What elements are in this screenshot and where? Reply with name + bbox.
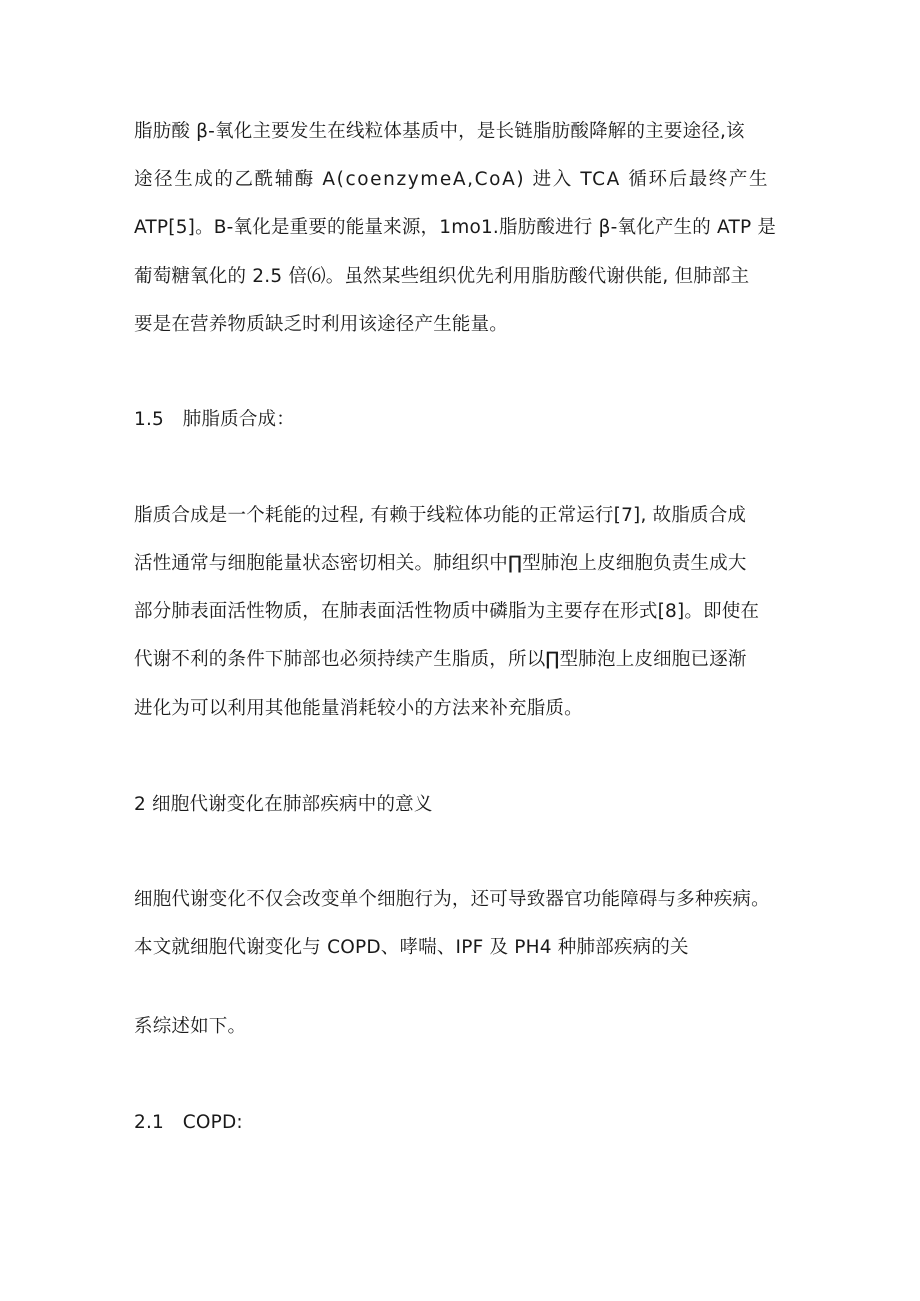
- section-heading-1-5: 1.5 肺脂质合成：: [134, 409, 295, 430]
- paragraph-1-line-3: ATP[5]。B-氧化是重要的能量来源，1mo1.脂肪酸进行 β-氧化产生的 ATP 是: [134, 217, 777, 238]
- paragraph-1-line-2: 途径生成的乙酰辅酶 A(coenzymeA,CoA) 进入 TCA 循环后最终产生: [134, 169, 770, 190]
- paragraph-2-line-2: 活性通常与细胞能量状态密切相关。肺组织中∏型肺泡上皮细胞负责生成大: [134, 553, 747, 574]
- paragraph-3-tail: 系综述如下。: [134, 1016, 247, 1037]
- paragraph-1-line-5: 要是在营养物质缺乏时利用该途径产生能量。: [134, 314, 509, 335]
- paragraph-2-line-3: 部分肺表面活性物质，在肺表面活性物质中磷脂为主要存在形式[8]。即使在: [134, 601, 760, 622]
- paragraph-3-line-1: 细胞代谢变化不仅会改变单个细胞行为，还可导致器官功能障碍与多种疾病。: [134, 889, 770, 910]
- paragraph-2-line-4: 代谢不利的条件下肺部也必须持续产生脂质，所以∏型肺泡上皮细胞已逐渐: [134, 649, 747, 670]
- paragraph-2-line-1: 脂质合成是一个耗能的过程, 有赖于线粒体功能的正常运行[7], 故脂质合成: [134, 505, 747, 526]
- paragraph-1-line-1: 脂肪酸 β-氧化主要发生在线粒体基质中，是长链脂肪酸降解的主要途径,该: [134, 121, 745, 142]
- paragraph-2-line-5: 进化为可以利用其他能量消耗较小的方法来补充脂质。: [134, 698, 583, 719]
- paragraph-1-line-4: 葡萄糖氧化的 2.5 倍⑹。虽然某些组织优先利用脂肪酸代谢供能, 但肺部主: [134, 266, 750, 287]
- section-heading-2-1: 2.1 COPD:: [134, 1112, 243, 1133]
- paragraph-3-line-2: 本文就细胞代谢变化与 COPD、哮喘、IPF 及 PH4 种肺部疾病的关: [134, 937, 689, 958]
- section-heading-2: 2 细胞代谢变化在肺部疾病中的意义: [134, 794, 433, 815]
